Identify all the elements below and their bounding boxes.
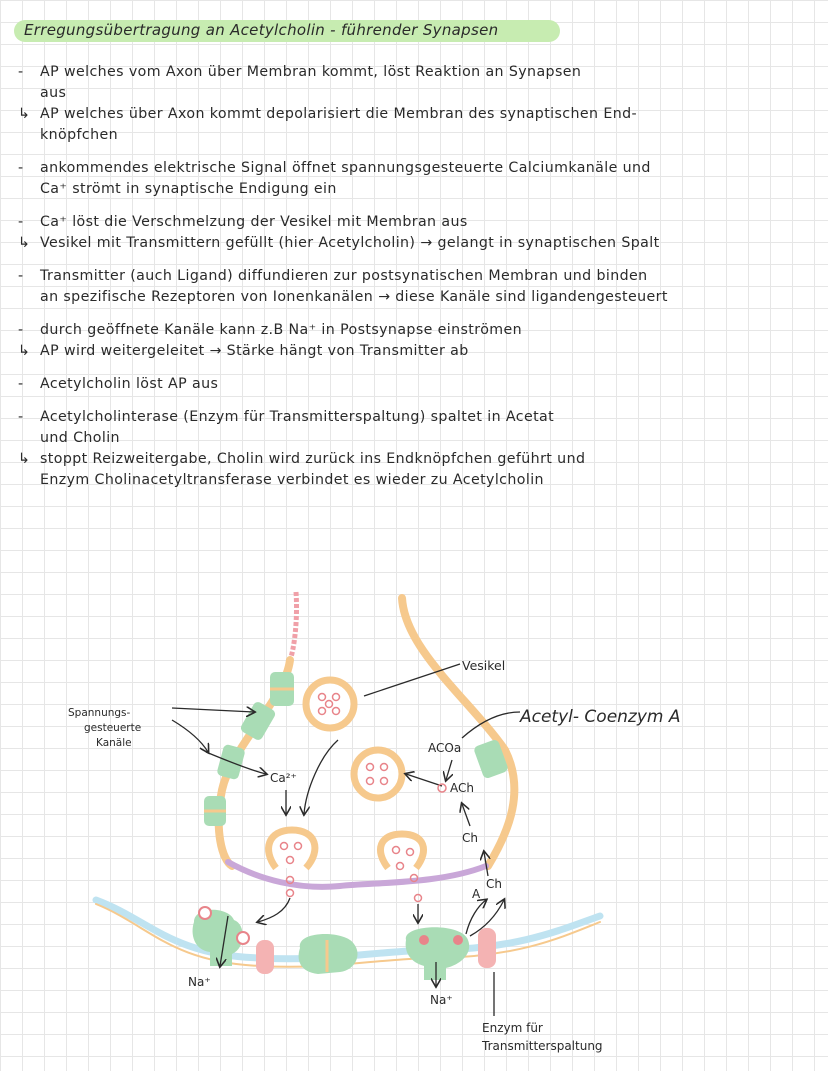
note-text: Ca⁺ löst die Verschmelzung der Vesikel mit Membran aus (40, 214, 468, 230)
ach-dot (438, 784, 446, 792)
note-text: aus (40, 85, 67, 101)
note-text: AP welches vom Axon über Membran kommt, löst Reaktion an Synapsen (40, 64, 582, 80)
bullet-dash: - (18, 322, 24, 338)
ligand-channel-icon (406, 927, 470, 980)
label-a: A (472, 887, 481, 901)
ligand-channel-icon (299, 934, 358, 974)
note-text: Enzym Cholinacetyltransferase verbindet es wieder zu Acetylcholin (40, 472, 544, 488)
bullet-dash: - (18, 64, 24, 80)
note-text: Transmitter (auch Ligand) diffundieren zur postsynatischen Membran und binden (40, 268, 648, 284)
note-text: durch geöffnete Kanäle kann z.B Na⁺ in Postsynapse einströmen (40, 322, 523, 338)
label-ca: Ca²⁺ (270, 771, 297, 785)
label-channels-3: Kanäle (96, 737, 132, 749)
note-text: Acetylcholin löst AP aus (40, 376, 219, 392)
arrow-ch-ach (462, 804, 470, 826)
label-na-left: Na⁺ (188, 975, 211, 989)
page-title: Erregungsübertragung an Acetylcholin - führender Synapsen (24, 21, 499, 39)
bullet-dash: - (18, 214, 24, 230)
label-channels-2: gesteuerte (84, 722, 142, 734)
presynaptic-membrane-right (402, 598, 514, 866)
voltage-channel-icon (270, 672, 294, 706)
note-text: AP welches über Axon kommt depolarisiert die Membran des synaptischen End- (40, 106, 638, 122)
bullet-arrow-icon: ↳ (18, 451, 31, 467)
bullet-arrow-icon: ↳ (18, 235, 31, 251)
label-enzyme-2: Transmitterspaltung (482, 1039, 603, 1053)
bullet-dash: - (18, 409, 24, 425)
enzyme-icon (256, 940, 274, 974)
note-text: AP wird weitergeleitet → Stärke hängt von Transmitter ab (40, 343, 469, 359)
label-channels-1: Spannungs- (68, 707, 131, 719)
note-text: an spezifische Rezeptoren von Ionenkanälen → diese Kanäle sind ligandengesteuert (40, 289, 668, 305)
bullet-arrow-icon: ↳ (18, 106, 31, 122)
bullet-dash: - (18, 160, 24, 176)
arrow-ca-vesicle (304, 740, 338, 814)
vesicle (306, 680, 354, 728)
note-text: knöpfchen (40, 127, 119, 143)
enzyme-icon (478, 928, 496, 968)
voltage-channel-icon (204, 796, 226, 826)
label-acetyl-coa: Acetyl- Coenzym A (520, 707, 681, 727)
arrow-channels-2 (172, 720, 208, 752)
cleft-membrane (228, 862, 486, 887)
note-text: ankommendes elektrische Signal öffnet spannungsgesteuerte Calciumkanäle und (40, 160, 651, 176)
label-ch-1: Ch (462, 831, 478, 845)
bullet-dash: - (18, 376, 24, 392)
label-na-right: Na⁺ (430, 993, 453, 1007)
note-text: und Cholin (40, 430, 120, 446)
fusing-vesicle (380, 834, 423, 902)
label-acoa: ACOa (428, 741, 462, 755)
axon-stem (290, 592, 297, 660)
note-text: stoppt Reizweitergabe, Cholin wird zurück ins Endknöpfchen geführt und (40, 451, 586, 467)
label-ach: ACh (450, 781, 474, 795)
arrow-ach-vesicle (406, 774, 442, 786)
arrow-acoa-ach (446, 760, 452, 780)
note-text: Ca⁺ strömt in synaptische Endigung ein (40, 181, 337, 197)
arrow-release (258, 898, 290, 922)
bullet-dash: - (18, 268, 24, 284)
label-vesikel: Vesikel (462, 658, 506, 673)
bullet-arrow-icon: ↳ (18, 343, 31, 359)
label-ch-2: Ch (486, 877, 502, 891)
note-text: Vesikel mit Transmittern gefüllt (hier Acetylcholin) → gelangt in synaptischen Spalt (40, 235, 660, 251)
arrow-channels-1 (172, 708, 254, 712)
note-text: Acetylcholinterase (Enzym für Transmitterspaltung) spaltet in Acetat (40, 409, 555, 425)
vesicle (354, 750, 402, 798)
label-enzyme-1: Enzym für (482, 1021, 543, 1035)
